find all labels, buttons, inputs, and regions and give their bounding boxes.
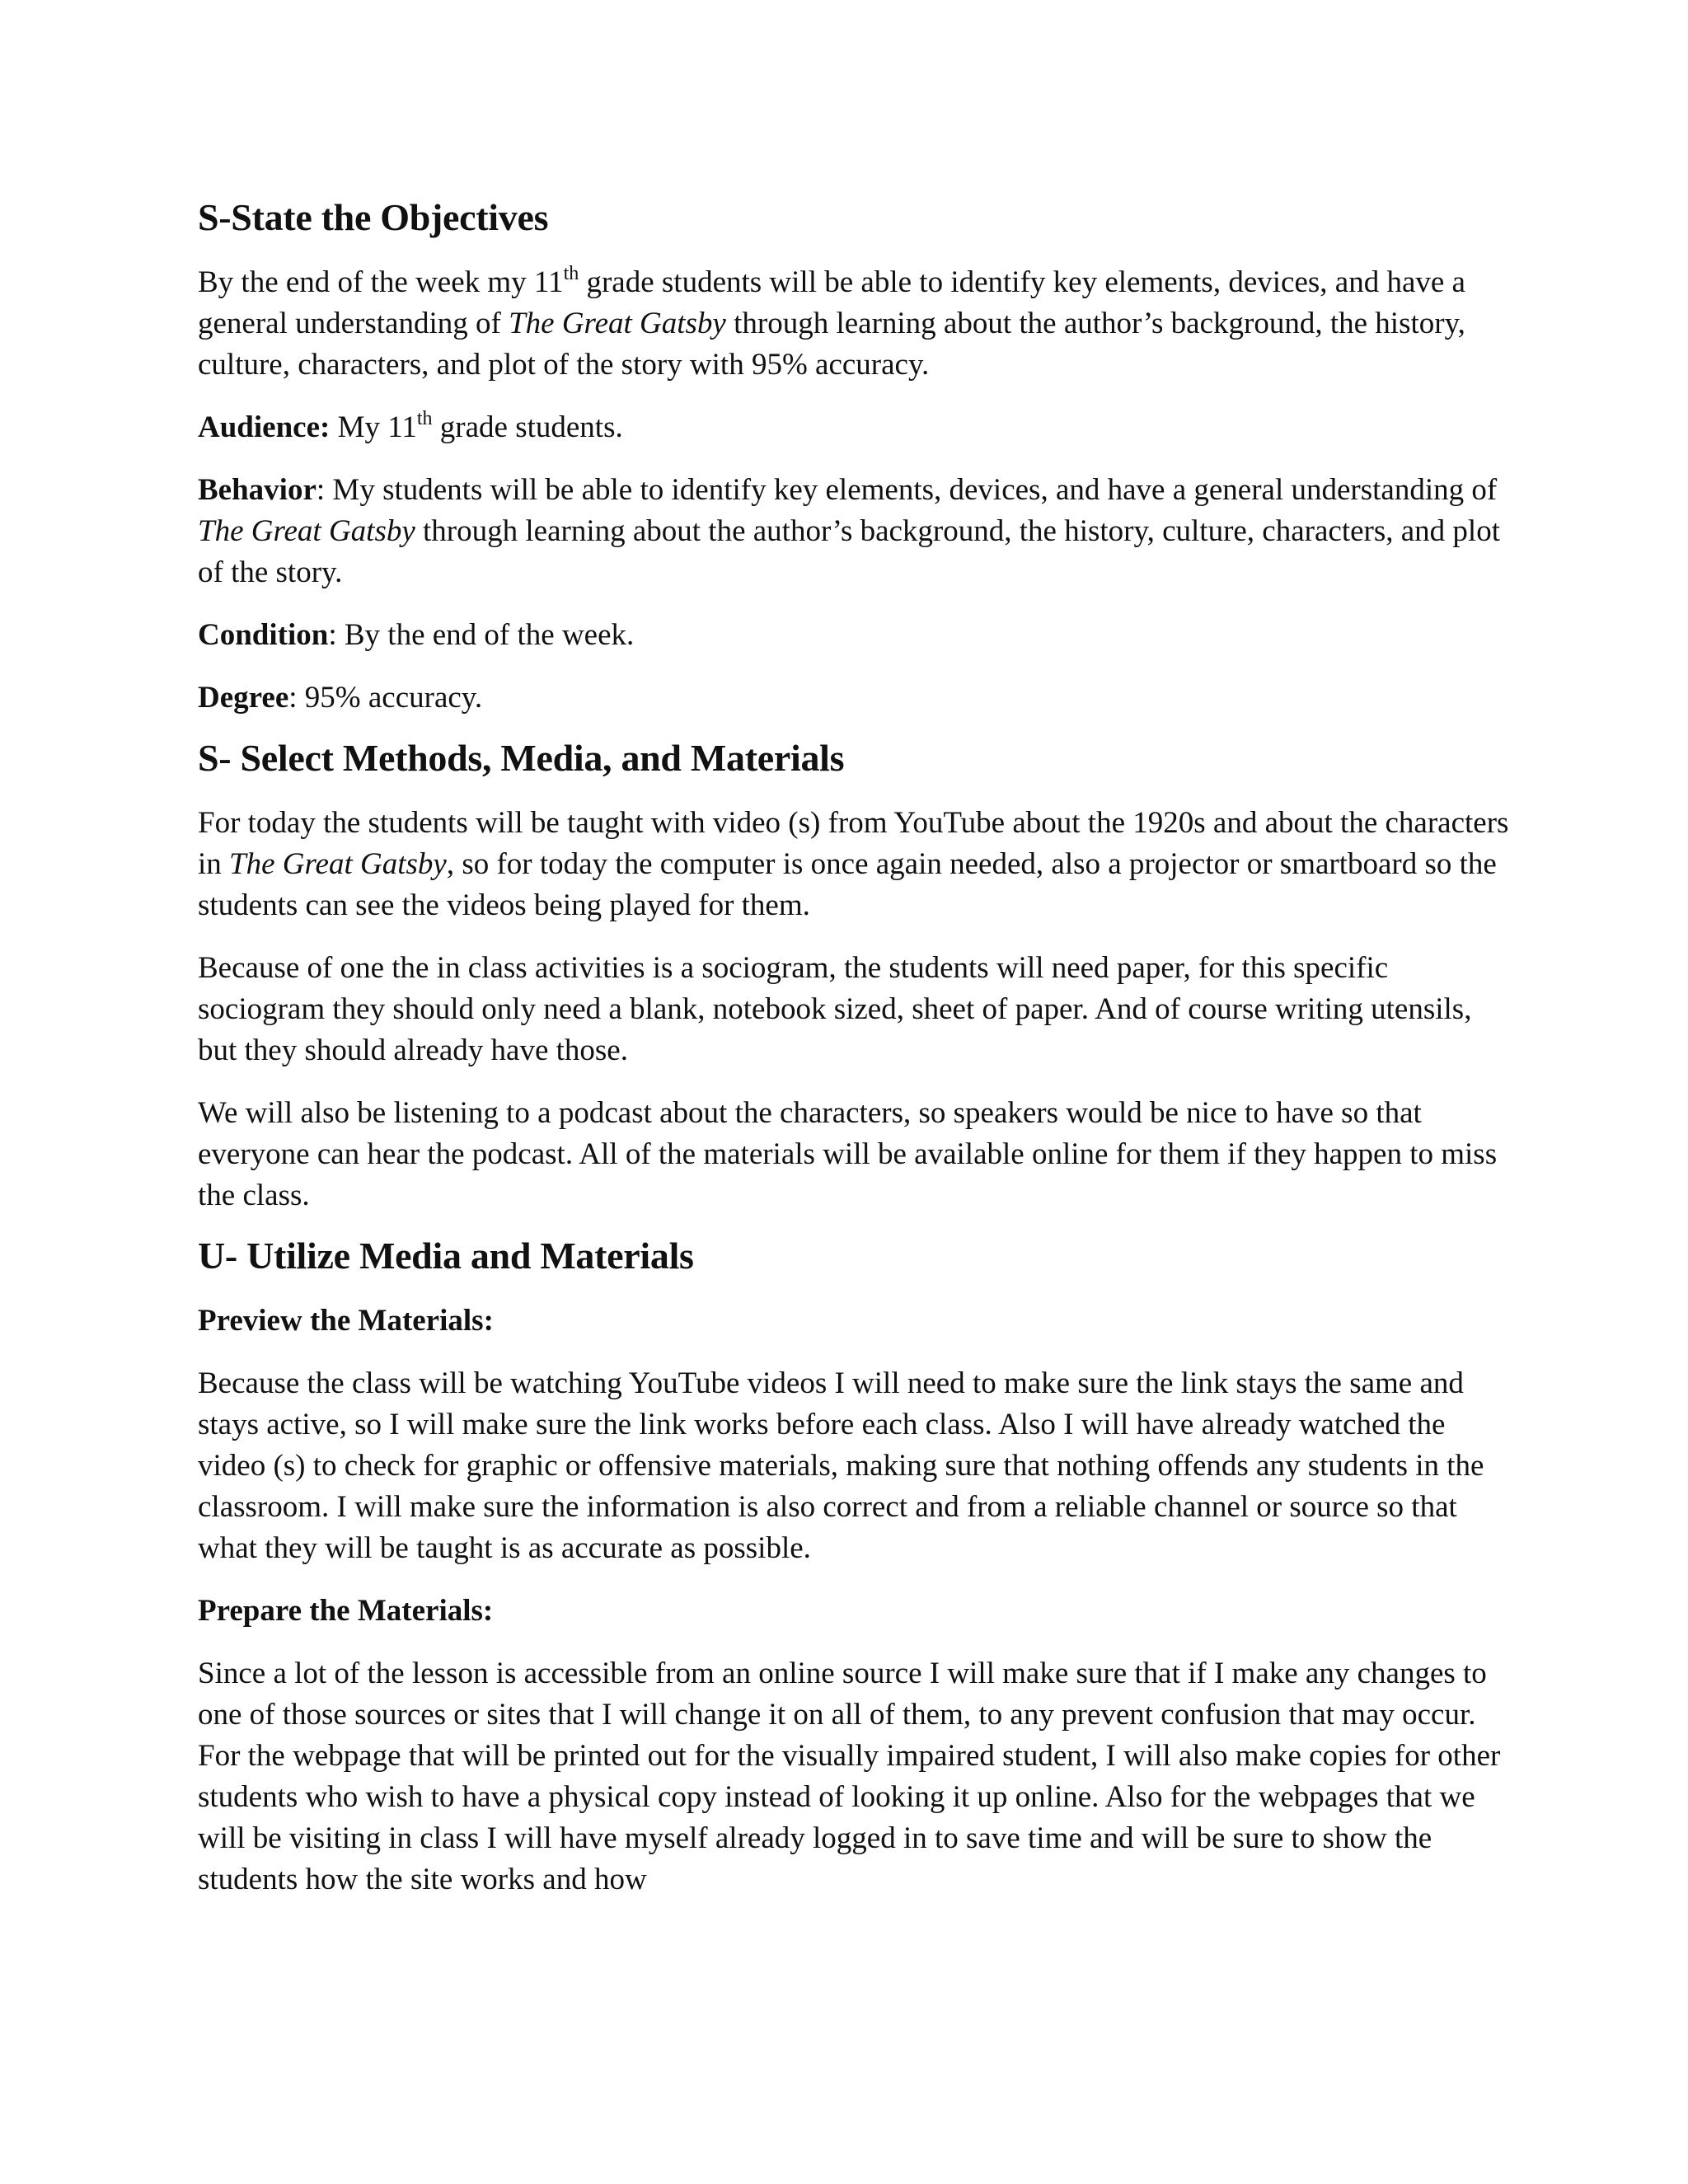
heading-select-methods: S- Select Methods, Media, and Materials — [198, 737, 845, 779]
text-run: : My students will be able to identify key elements, devices, and have a general understanding of — [316, 473, 1498, 507]
subheading-preview-materials: Preview the Materials: — [198, 1304, 494, 1338]
degree-label: Degree — [198, 681, 289, 715]
audience-paragraph — [198, 407, 1517, 448]
page-content — [198, 194, 1517, 1900]
prepare-paragraph: Since a lot of the lesson is accessible from an online source I will make sure that if I make any changes to one of those sources or sites that I will change it on all of them, to any prevent confusion that may occur. For the webpage that will be printed out for the visually impaired student, I will also make copies for other students who wish to have a physical copy instead of looking it up online. Also for the webpages that we will be visiting in class I will have myself already logged in to save time and will be sure to show the students how the site works and how — [198, 1657, 1501, 1896]
objectives-intro-paragraph — [198, 262, 1517, 386]
degree-paragraph — [198, 677, 1517, 719]
book-title: The Great Gatsby — [198, 514, 415, 548]
heading-utilize-media: U- Utilize Media and Materials — [198, 1235, 694, 1277]
behavior-label: Behavior — [198, 473, 316, 507]
book-title: The Great Gatsby — [509, 307, 726, 340]
text-run: , so for today the computer is once again needed, also a projector or smartboard so the students can see the videos being played for them. — [198, 847, 1497, 922]
text-run: My 11 — [330, 410, 417, 444]
text-run: through learning about the author’s background, the history, culture, characters, and plot of the story with 95% accuracy. — [198, 307, 1465, 382]
subheading-prepare-materials: Prepare the Materials: — [198, 1594, 494, 1628]
text-run: grade students will be able to identify key elements, devices, and have a general understanding of — [198, 265, 1465, 340]
text-run: : By the end of the week. — [328, 618, 635, 652]
methods-paragraph-2: Because of one the in class activities is a sociogram, the students will need paper, for this specific sociogram they should only need a blank, notebook sized, sheet of paper. And of course writing utensils, but they should already have those. — [198, 951, 1472, 1067]
superscript: th — [416, 408, 433, 429]
superscript: th — [563, 263, 579, 284]
text-run: through learning about the author’s background, the history, culture, characters, and plot of the story. — [198, 514, 1500, 589]
behavior-paragraph — [198, 470, 1517, 593]
text-run: For today the students will be taught with video (s) from YouTube about the 1920s and about the characters in — [198, 806, 1509, 881]
text-run: grade students. — [432, 410, 623, 444]
preview-paragraph: Because the class will be watching YouTube videos I will need to make sure the link stays the same and stays active, so I will make sure the link works before each class. Also I will have already watched the video (s) to check for graphic or offensive materials, making sure that nothing offends any students in the classroom. I will make sure the information is also correct and from a reliable channel or source so that what they will be taught is as accurate as possible. — [198, 1366, 1484, 1565]
text-run: : 95% accuracy. — [288, 681, 483, 715]
text-run: By the end of the week my 11 — [198, 265, 564, 299]
heading-state-objectives: S-State the Objectives — [198, 196, 549, 238]
book-title: The Great Gatsby — [229, 847, 447, 881]
methods-paragraph-1 — [198, 803, 1517, 926]
audience-label: Audience: — [198, 410, 331, 444]
methods-paragraph-3: We will also be listening to a podcast about the characters, so speakers would be nice to have so that everyone can hear the podcast. All of the materials will be available online for them if they happen to miss the class. — [198, 1096, 1498, 1212]
condition-paragraph — [198, 615, 1517, 656]
condition-label: Condition — [198, 618, 329, 652]
